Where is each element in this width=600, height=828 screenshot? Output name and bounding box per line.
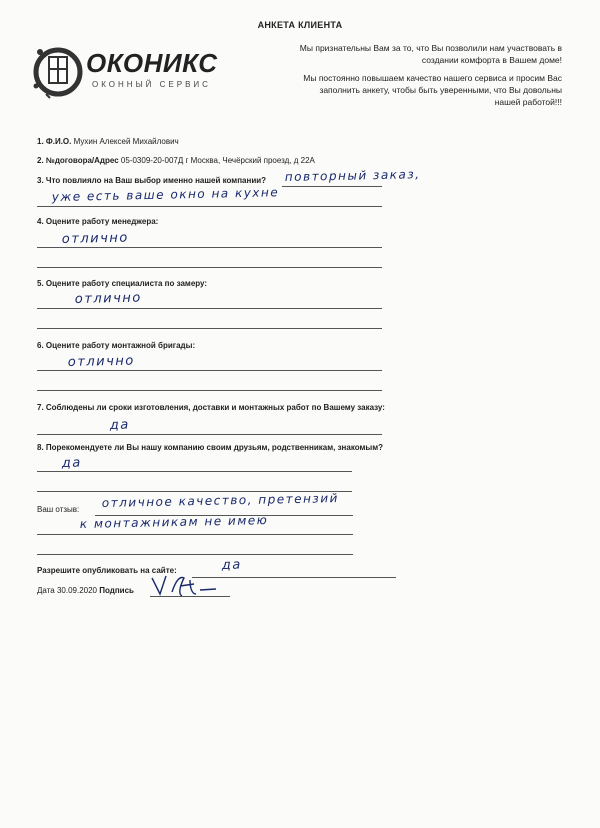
signature-line <box>150 596 230 597</box>
company-logo <box>28 42 228 104</box>
q4-answer: отлично <box>61 230 129 247</box>
q4-line-2 <box>37 267 382 268</box>
page-title: АНКЕТА КЛИЕНТА <box>257 20 343 30</box>
review-line-3 <box>37 554 353 555</box>
logo-name: ОКОНИКС <box>86 48 218 78</box>
review-answer-line1: отличное качество, претензий <box>101 491 339 510</box>
q7-answer: да <box>109 417 130 433</box>
q5-line-1 <box>37 308 382 309</box>
q2-value: 05-0309-20-007Д г Москва, Чечёрский проезд, д 22А <box>120 156 315 165</box>
q5-label: 5. Оцените работу специалиста по замеру: <box>37 279 208 288</box>
q1-label: 1. Ф.И.О. <box>37 137 72 146</box>
q2-row <box>37 156 315 165</box>
q5-answer: отлично <box>74 290 142 307</box>
q6-answer: отлично <box>67 353 135 370</box>
review-answer-line2: к монтажникам не имею <box>79 513 269 531</box>
q3-answer-line1: повторный заказ, <box>284 167 421 184</box>
q2-label: 2. №договора/Адрес <box>37 156 119 165</box>
intro-paragraph-2: Мы постоянно повышаем качество нашего сервиса и просим Вас заполнить анкету, чтобы быть уверенными, что Вы довольны нашей работой!!! <box>303 73 562 107</box>
window-logo-icon <box>28 42 88 102</box>
signature-label: Подпись <box>99 586 134 595</box>
q4-label: 4. Оцените работу менеджера: <box>37 217 159 226</box>
date-label: Дата <box>37 586 55 595</box>
handwritten-signature <box>150 572 230 602</box>
q5-line-2 <box>37 328 382 329</box>
publish-label: Разрешите опубликовать на сайте: <box>37 566 177 575</box>
q6-label: 6. Оцените работу монтажной бригады: <box>37 341 196 350</box>
q8-line-1 <box>37 471 352 472</box>
q4-line-1 <box>37 247 382 248</box>
q1-row <box>37 137 179 146</box>
logo-subtitle: ОКОННЫЙ СЕРВИС <box>92 80 211 89</box>
q7-label: 7. Соблюдены ли сроки изготовления, доставки и монтажных работ по Вашему заказу: <box>37 403 385 412</box>
q8-answer: да <box>61 455 82 471</box>
intro-paragraph-1: Мы признательны Вам за то, что Вы позволили нам участвовать в создании комфорта в Вашем доме! <box>299 43 562 65</box>
q3-line-1 <box>282 186 382 187</box>
q3-label: 3. Что повлияло на Ваш выбор именно нашей компании? <box>37 176 267 185</box>
q8-label: 8. Порекомендуете ли Вы нашу компанию своим друзьям, родственникам, знакомым? <box>37 443 384 452</box>
q7-line-1 <box>37 434 382 435</box>
date-value: 30.09.2020 <box>56 586 97 595</box>
intro-text <box>292 42 562 114</box>
q1-value: Мухин Алексей Михайлович <box>73 137 179 146</box>
review-label: Ваш отзыв: <box>37 505 80 514</box>
date-signature-row <box>37 586 134 595</box>
q6-line-1 <box>37 370 382 371</box>
q6-line-2 <box>37 390 382 391</box>
review-line-2 <box>37 534 353 535</box>
publish-answer: да <box>221 557 242 573</box>
q3-line-2 <box>37 206 382 207</box>
q3-answer-line2: уже есть ваше окно на кухне <box>51 185 280 204</box>
